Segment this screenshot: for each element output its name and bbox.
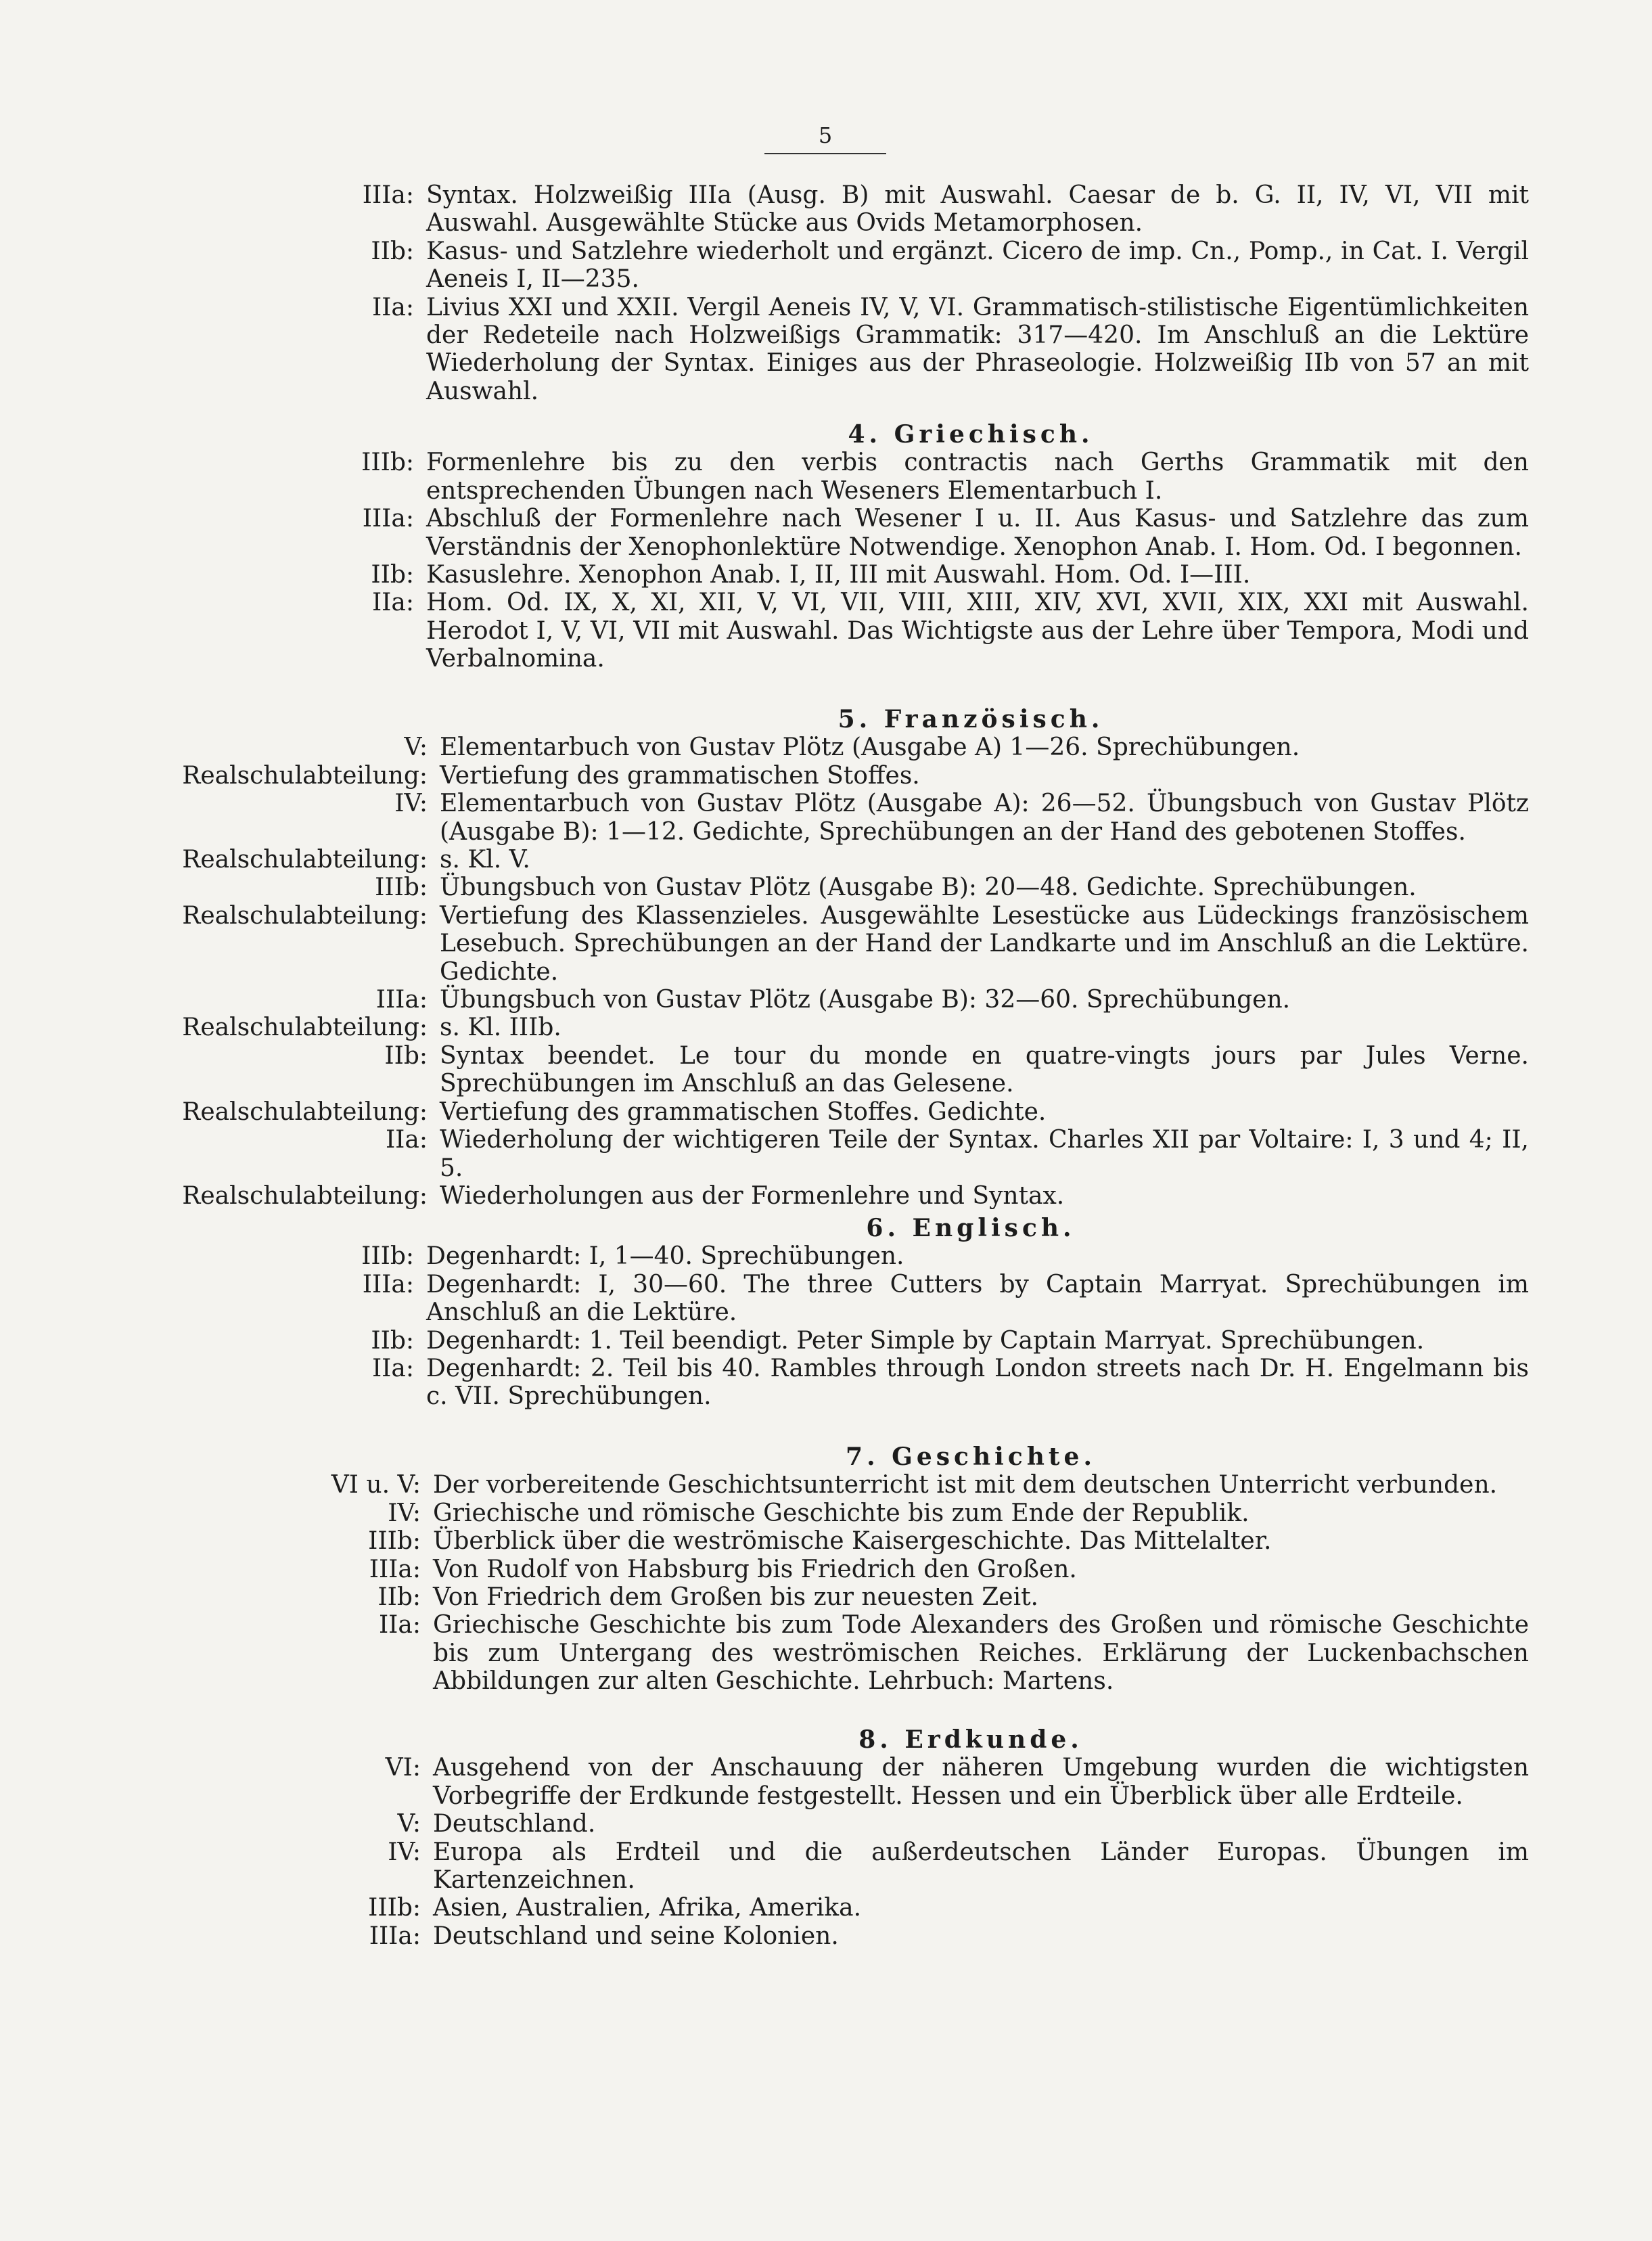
entry-text: Vertiefung des Klassenzieles. Ausgewählte Lesestücke aus Lüdeckings französischem Lesebuch. Sprechübungen an der Hand der Landkarte und im Anschluß an die Lektüre. Gedichte.: [440, 901, 1529, 986]
entry-text: s. Kl. IIIb.: [440, 1014, 561, 1042]
page-content: [129, 181, 1529, 1949]
entry-text: Deutschland und seine Kolonien.: [433, 1922, 839, 1950]
entry-text: s. Kl. V.: [440, 846, 530, 874]
class-label: IV:: [388, 1499, 421, 1527]
entry-text: Wiederholungen aus der Formenlehre und Syntax.: [440, 1181, 1065, 1210]
entry-history-iib: [129, 1583, 1529, 1611]
entry-french-real-iiia: [129, 1014, 1529, 1041]
class-label: IIa:: [378, 1611, 421, 1639]
entry-greek-iib: [129, 561, 1529, 589]
class-label: IIIb:: [368, 1894, 421, 1922]
entry-text: Griechische und römische Geschichte bis zum Ende der Republik.: [433, 1499, 1249, 1527]
class-label: Realschulabteilung:: [182, 1014, 428, 1042]
class-label: IIa:: [371, 1355, 414, 1383]
entry-text: Von Friedrich dem Großen bis zur neuesten Zeit.: [433, 1583, 1038, 1612]
class-label: V:: [397, 1810, 421, 1838]
class-label: IIIa:: [362, 505, 414, 533]
entry-text: Degenhardt: I, 30—60. The three Cutters by Captain Marryat. Sprechübungen im Anschluß an die Lektüre.: [426, 1270, 1529, 1327]
class-label: IIIa:: [369, 1555, 421, 1583]
entry-french-real-iib: [129, 1098, 1529, 1126]
entry-text: Abschluß der Formenlehre nach Wesener I u. II. Aus Kasus- und Satzlehre das zum Verständnis der Xenophonlektüre Notwendige. Xenophon Anab. I. Hom. Od. I begonnen.: [426, 505, 1529, 561]
class-label: IIIb:: [375, 874, 428, 902]
page-number: 5: [818, 122, 833, 148]
page-number-rule: [764, 153, 886, 154]
class-label: Realschulabteilung:: [182, 761, 428, 790]
class-label: Realschulabteilung:: [182, 1097, 428, 1126]
entry-french-iiib: [129, 874, 1529, 901]
class-label: IIIa:: [375, 986, 428, 1014]
entry-text: Deutschland.: [433, 1810, 596, 1838]
section-greek: [129, 421, 1529, 706]
entry-text: Formenlehre bis zu den verbis contractis nach Gerths Grammatik mit den entsprechenden Übungen nach Weseners Elementarbuch I.: [426, 449, 1529, 505]
entry-french-iv: [129, 790, 1529, 846]
entry-text: Vertiefung des grammatischen Stoffes.: [440, 761, 920, 790]
entry-text: Übungsbuch von Gustav Plötz (Ausgabe B): 32—60. Sprechübungen.: [440, 986, 1291, 1014]
entry-history-iiia: [129, 1556, 1529, 1583]
entry-text: Der vorbereitende Geschichtsunterricht ist mit dem deutschen Unterricht verbunden.: [433, 1471, 1498, 1499]
entry-french-real-iiib: [129, 902, 1529, 986]
class-label: IIa:: [371, 589, 414, 617]
entry-geography-iiib: [129, 1894, 1529, 1922]
entry-geography-v: [129, 1810, 1529, 1838]
entry-latin-iiia: [129, 181, 1529, 237]
entry-latin-iia: [129, 294, 1529, 406]
entry-text: Degenhardt: 2. Teil bis 40. Rambles through London streets nach Dr. H. Engelmann bis c. VII. Sprechübungen.: [426, 1355, 1529, 1411]
class-label: IIb:: [371, 1326, 414, 1355]
class-label: VI:: [385, 1754, 421, 1782]
section-heading-greek: 4. Griechisch.: [848, 420, 1094, 449]
entry-french-iiia: [129, 986, 1529, 1014]
class-label: IIIa:: [369, 1922, 421, 1950]
entry-text: Griechische Geschichte bis zum Tode Alexanders des Großen und römische Geschichte bis zum Untergang des weströmischen Reiches. Erklärung der Luckenbachschen Abbildungen zur alten Geschichte. Lehrbuch: Martens.: [433, 1611, 1529, 1696]
entry-text: Europa als Erdteil und die außerdeutschen Länder Europas. Übungen im Kartenzeichnen.: [433, 1838, 1529, 1895]
entry-english-iib: [129, 1327, 1529, 1355]
class-label: Realschulabteilung:: [182, 901, 428, 930]
entry-geography-vi: [129, 1754, 1529, 1810]
class-label: IV:: [394, 790, 428, 818]
entry-text: Elementarbuch von Gustav Plötz (Ausgabe A): 26—52. Übungsbuch von Gustav Plötz (Ausgabe B): 1—12. Gedichte, Sprechübungen an der Hand des gebotenen Stoffes.: [440, 790, 1529, 846]
entry-french-real-v: [129, 762, 1529, 790]
section-french: [129, 706, 1529, 1215]
entry-text: Von Rudolf von Habsburg bis Friedrich den Großen.: [433, 1555, 1077, 1583]
section-history: [129, 1443, 1529, 1726]
entry-text: Hom. Od. IX, X, XI, XII, V, VI, VII, VIII, XIII, XIV, XVI, XVII, XIX, XXI mit Auswahl. Herodot I, V, VI, VII mit Auswahl. Das Wichtigste aus der Lehre über Tempora, Modi und Verbalnomina.: [426, 589, 1529, 673]
class-label: IIIb:: [368, 1527, 421, 1556]
entry-english-iiib: [129, 1242, 1529, 1270]
class-label: IIIa:: [362, 1270, 414, 1298]
entry-french-v: [129, 733, 1529, 761]
entry-geography-iiia: [129, 1922, 1529, 1950]
entry-french-iib: [129, 1042, 1529, 1098]
entry-text: Syntax beendet. Le tour du monde en quatre-vingts jours par Jules Verne. Sprechübungen im Anschluß an das Gelesene.: [440, 1041, 1529, 1098]
class-label: IIa:: [385, 1126, 428, 1154]
class-label: IIIa:: [362, 181, 414, 209]
section-geography: [129, 1726, 1529, 1949]
entry-text: Syntax. Holzweißig IIIa (Ausg. B) mit Auswahl. Caesar de b. G. II, IV, VI, VII mit Auswahl. Ausgewählte Stücke aus Ovids Metamorphosen.: [426, 181, 1529, 237]
entry-text: Vertiefung des grammatischen Stoffes. Gedichte.: [440, 1097, 1047, 1126]
class-label: VI u. V:: [331, 1471, 421, 1499]
entry-english-iiia: [129, 1271, 1529, 1327]
entry-text: Degenhardt: 1. Teil beendigt. Peter Simple by Captain Marryat. Sprechübungen.: [426, 1326, 1425, 1355]
entry-history-iia: [129, 1611, 1529, 1695]
entry-history-iv: [129, 1499, 1529, 1527]
section-heading-french: 5. Französisch.: [838, 705, 1104, 733]
entry-text: Elementarbuch von Gustav Plötz (Ausgabe A) 1—26. Sprechübungen.: [440, 733, 1300, 762]
class-label: IIb:: [371, 561, 414, 589]
entry-greek-iiib: [129, 449, 1529, 505]
entry-latin-iib: [129, 237, 1529, 294]
entry-geography-iv: [129, 1838, 1529, 1895]
entry-text: Degenhardt: I, 1—40. Sprechübungen.: [426, 1242, 904, 1271]
entry-history-iiib: [129, 1527, 1529, 1555]
entry-text: Überblick über die weströmische Kaisergeschichte. Das Mittelalter.: [433, 1527, 1272, 1556]
entry-text: Asien, Australien, Afrika, Amerika.: [433, 1894, 862, 1922]
entry-greek-iiia: [129, 505, 1529, 561]
entry-history-vi-v: [129, 1471, 1529, 1499]
section-heading-geography: 8. Erdkunde.: [858, 1725, 1083, 1754]
section-heading-history: 7. Geschichte.: [846, 1443, 1096, 1471]
entry-text: Ausgehend von der Anschauung der näheren Umgebung wurden die wichtigsten Vorbegriffe der Erdkunde festgestellt. Hessen und ein Überblick über alle Erdteile.: [433, 1754, 1529, 1810]
class-label: IIb:: [377, 1583, 421, 1612]
entry-text: Kasuslehre. Xenophon Anab. I, II, III mit Auswahl. Hom. Od. I—III.: [426, 561, 1251, 589]
class-label: IV:: [388, 1838, 421, 1866]
class-label: IIa:: [371, 293, 414, 321]
class-label: Realschulabteilung:: [182, 1181, 428, 1210]
entry-text: Livius XXI und XXII. Vergil Aeneis IV, V, VI. Grammatisch-stilistische Eigentümlichkeiten der Redeteile nach Holzweißigs Grammatik: 317—420. Im Anschluß an die Lektüre Wiederholung der Syntax. Einiges aus der Phraseologie. Holzweißig IIb von 57 an mit Auswahl.: [426, 293, 1529, 405]
class-label: IIb:: [384, 1041, 428, 1070]
class-label: IIb:: [371, 237, 414, 265]
class-label: V:: [404, 733, 428, 762]
section-english: [129, 1215, 1529, 1443]
entry-text: Übungsbuch von Gustav Plötz (Ausgabe B): 20—48. Gedichte. Sprechübungen.: [440, 874, 1417, 902]
entry-greek-iia: [129, 589, 1529, 673]
entry-french-real-iv: [129, 846, 1529, 874]
entry-french-real-iia: [129, 1182, 1529, 1210]
section-latin: [129, 181, 1529, 415]
class-label: Realschulabteilung:: [182, 846, 428, 874]
entry-french-iia: [129, 1126, 1529, 1182]
class-label: IIIb:: [361, 449, 414, 477]
entry-text: Wiederholung der wichtigeren Teile der Syntax. Charles XII par Voltaire: I, 3 und 4; II, 5.: [440, 1126, 1529, 1182]
entry-english-iia: [129, 1355, 1529, 1411]
section-heading-english: 6. Englisch.: [866, 1214, 1076, 1242]
entry-text: Kasus- und Satzlehre wiederholt und ergänzt. Cicero de imp. Cn., Pomp., in Cat. I. Vergil Aeneis I, II—235.: [426, 237, 1529, 294]
class-label: IIIb:: [361, 1242, 414, 1271]
